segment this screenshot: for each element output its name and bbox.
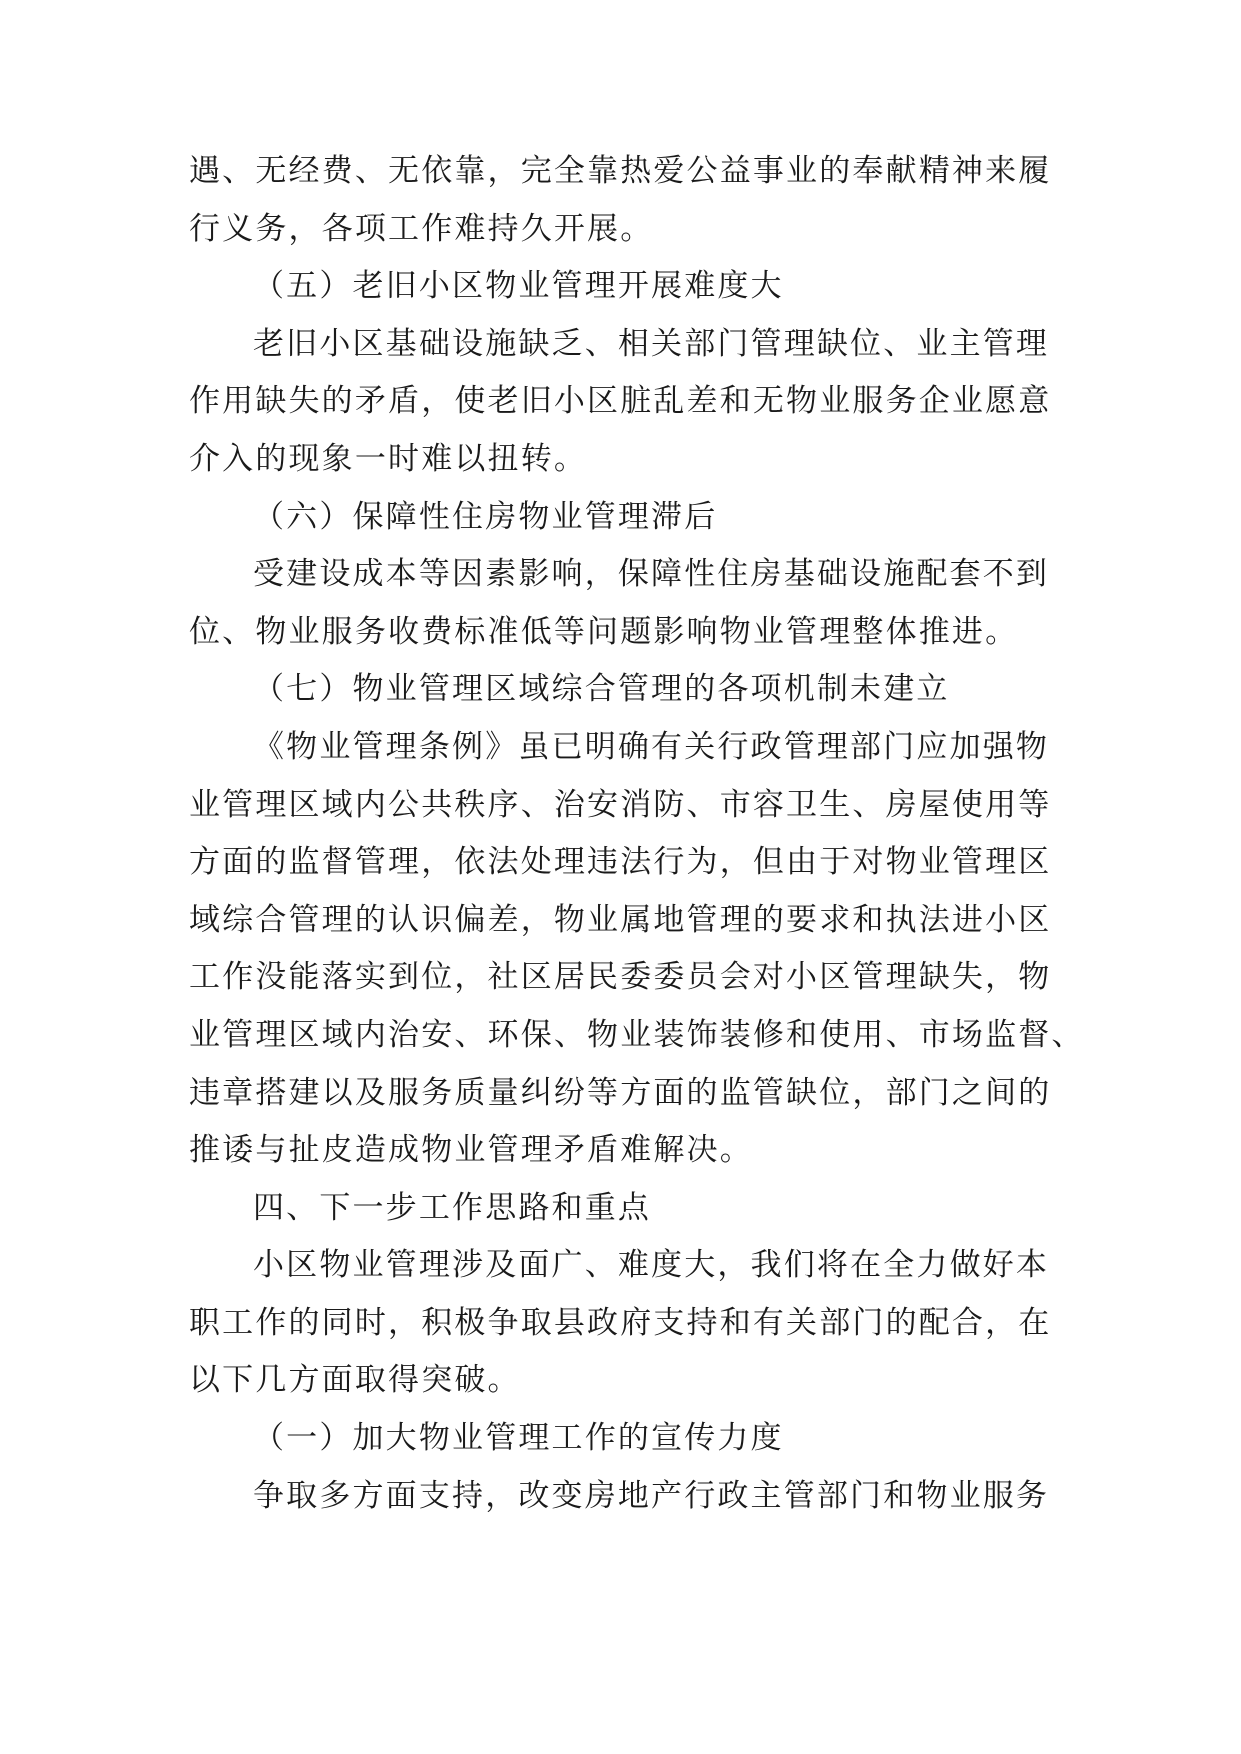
paragraph-line: 工作没能落实到位，社区居民委委员会对小区管理缺失，物 bbox=[189, 959, 1052, 996]
paragraph-line: 受建设成本等因素影响，保障性住房基础设施配套不到 bbox=[253, 556, 1050, 593]
paragraph-line: 方面的监督管理，依法处理违法行为，但由于对物业管理区 bbox=[189, 844, 1052, 881]
paragraph-line: 老旧小区基础设施缺乏、相关部门管理缺位、业主管理 bbox=[253, 325, 1050, 362]
paragraph-line: 推诿与扯皮造成物业管理矛盾难解决。 bbox=[189, 1132, 753, 1169]
section-heading-line: （一）加大物业管理工作的宣传力度 bbox=[253, 1420, 784, 1457]
paragraph-line: 行义务，各项工作难持久开展。 bbox=[189, 210, 654, 247]
paragraph-line: 位、物业服务收费标准低等问题影响物业管理整体推进。 bbox=[189, 613, 1019, 650]
paragraph-line: 业管理区域内公共秩序、治安消防、市容卫生、房屋使用等 bbox=[189, 786, 1052, 823]
paragraph-line: 职工作的同时，积极争取县政府支持和有关部门的配合，在 bbox=[189, 1304, 1052, 1341]
section-heading-line: （七）物业管理区域综合管理的各项机制未建立 bbox=[253, 671, 950, 708]
section-heading-line: （六）保障性住房物业管理滞后 bbox=[253, 498, 718, 535]
paragraph-line: 小区物业管理涉及面广、难度大，我们将在全力做好本 bbox=[253, 1247, 1050, 1284]
paragraph-line: 介入的现象一时难以扭转。 bbox=[189, 440, 588, 477]
paragraph-line: 遇、无经费、无依靠，完全靠热爱公益事业的奉献精神来履 bbox=[189, 153, 1052, 189]
paragraph-line: 域综合管理的认识偏差，物业属地管理的要求和执法进小区 bbox=[189, 901, 1052, 938]
paragraph-line: 业管理区域内治安、环保、物业装饰装修和使用、市场监督、 bbox=[189, 1016, 1085, 1053]
paragraph-line: 以下几方面取得突破。 bbox=[189, 1362, 521, 1399]
paragraph-line: 争取多方面支持，改变房地产行政主管部门和物业服务 bbox=[253, 1477, 1050, 1514]
paragraph-line: 《物业管理条例》虽已明确有关行政管理部门应加强物 bbox=[253, 728, 1050, 765]
section-heading-line: （五）老旧小区物业管理开展难度大 bbox=[253, 268, 784, 305]
paragraph-line: 违章搭建以及服务质量纠纷等方面的监管缺位，部门之间的 bbox=[189, 1074, 1052, 1111]
document-body bbox=[189, 143, 1085, 1525]
section-heading-line: 四、下一步工作思路和重点 bbox=[253, 1189, 652, 1226]
paragraph-line: 作用缺失的矛盾，使老旧小区脏乱差和无物业服务企业愿意 bbox=[189, 383, 1052, 420]
